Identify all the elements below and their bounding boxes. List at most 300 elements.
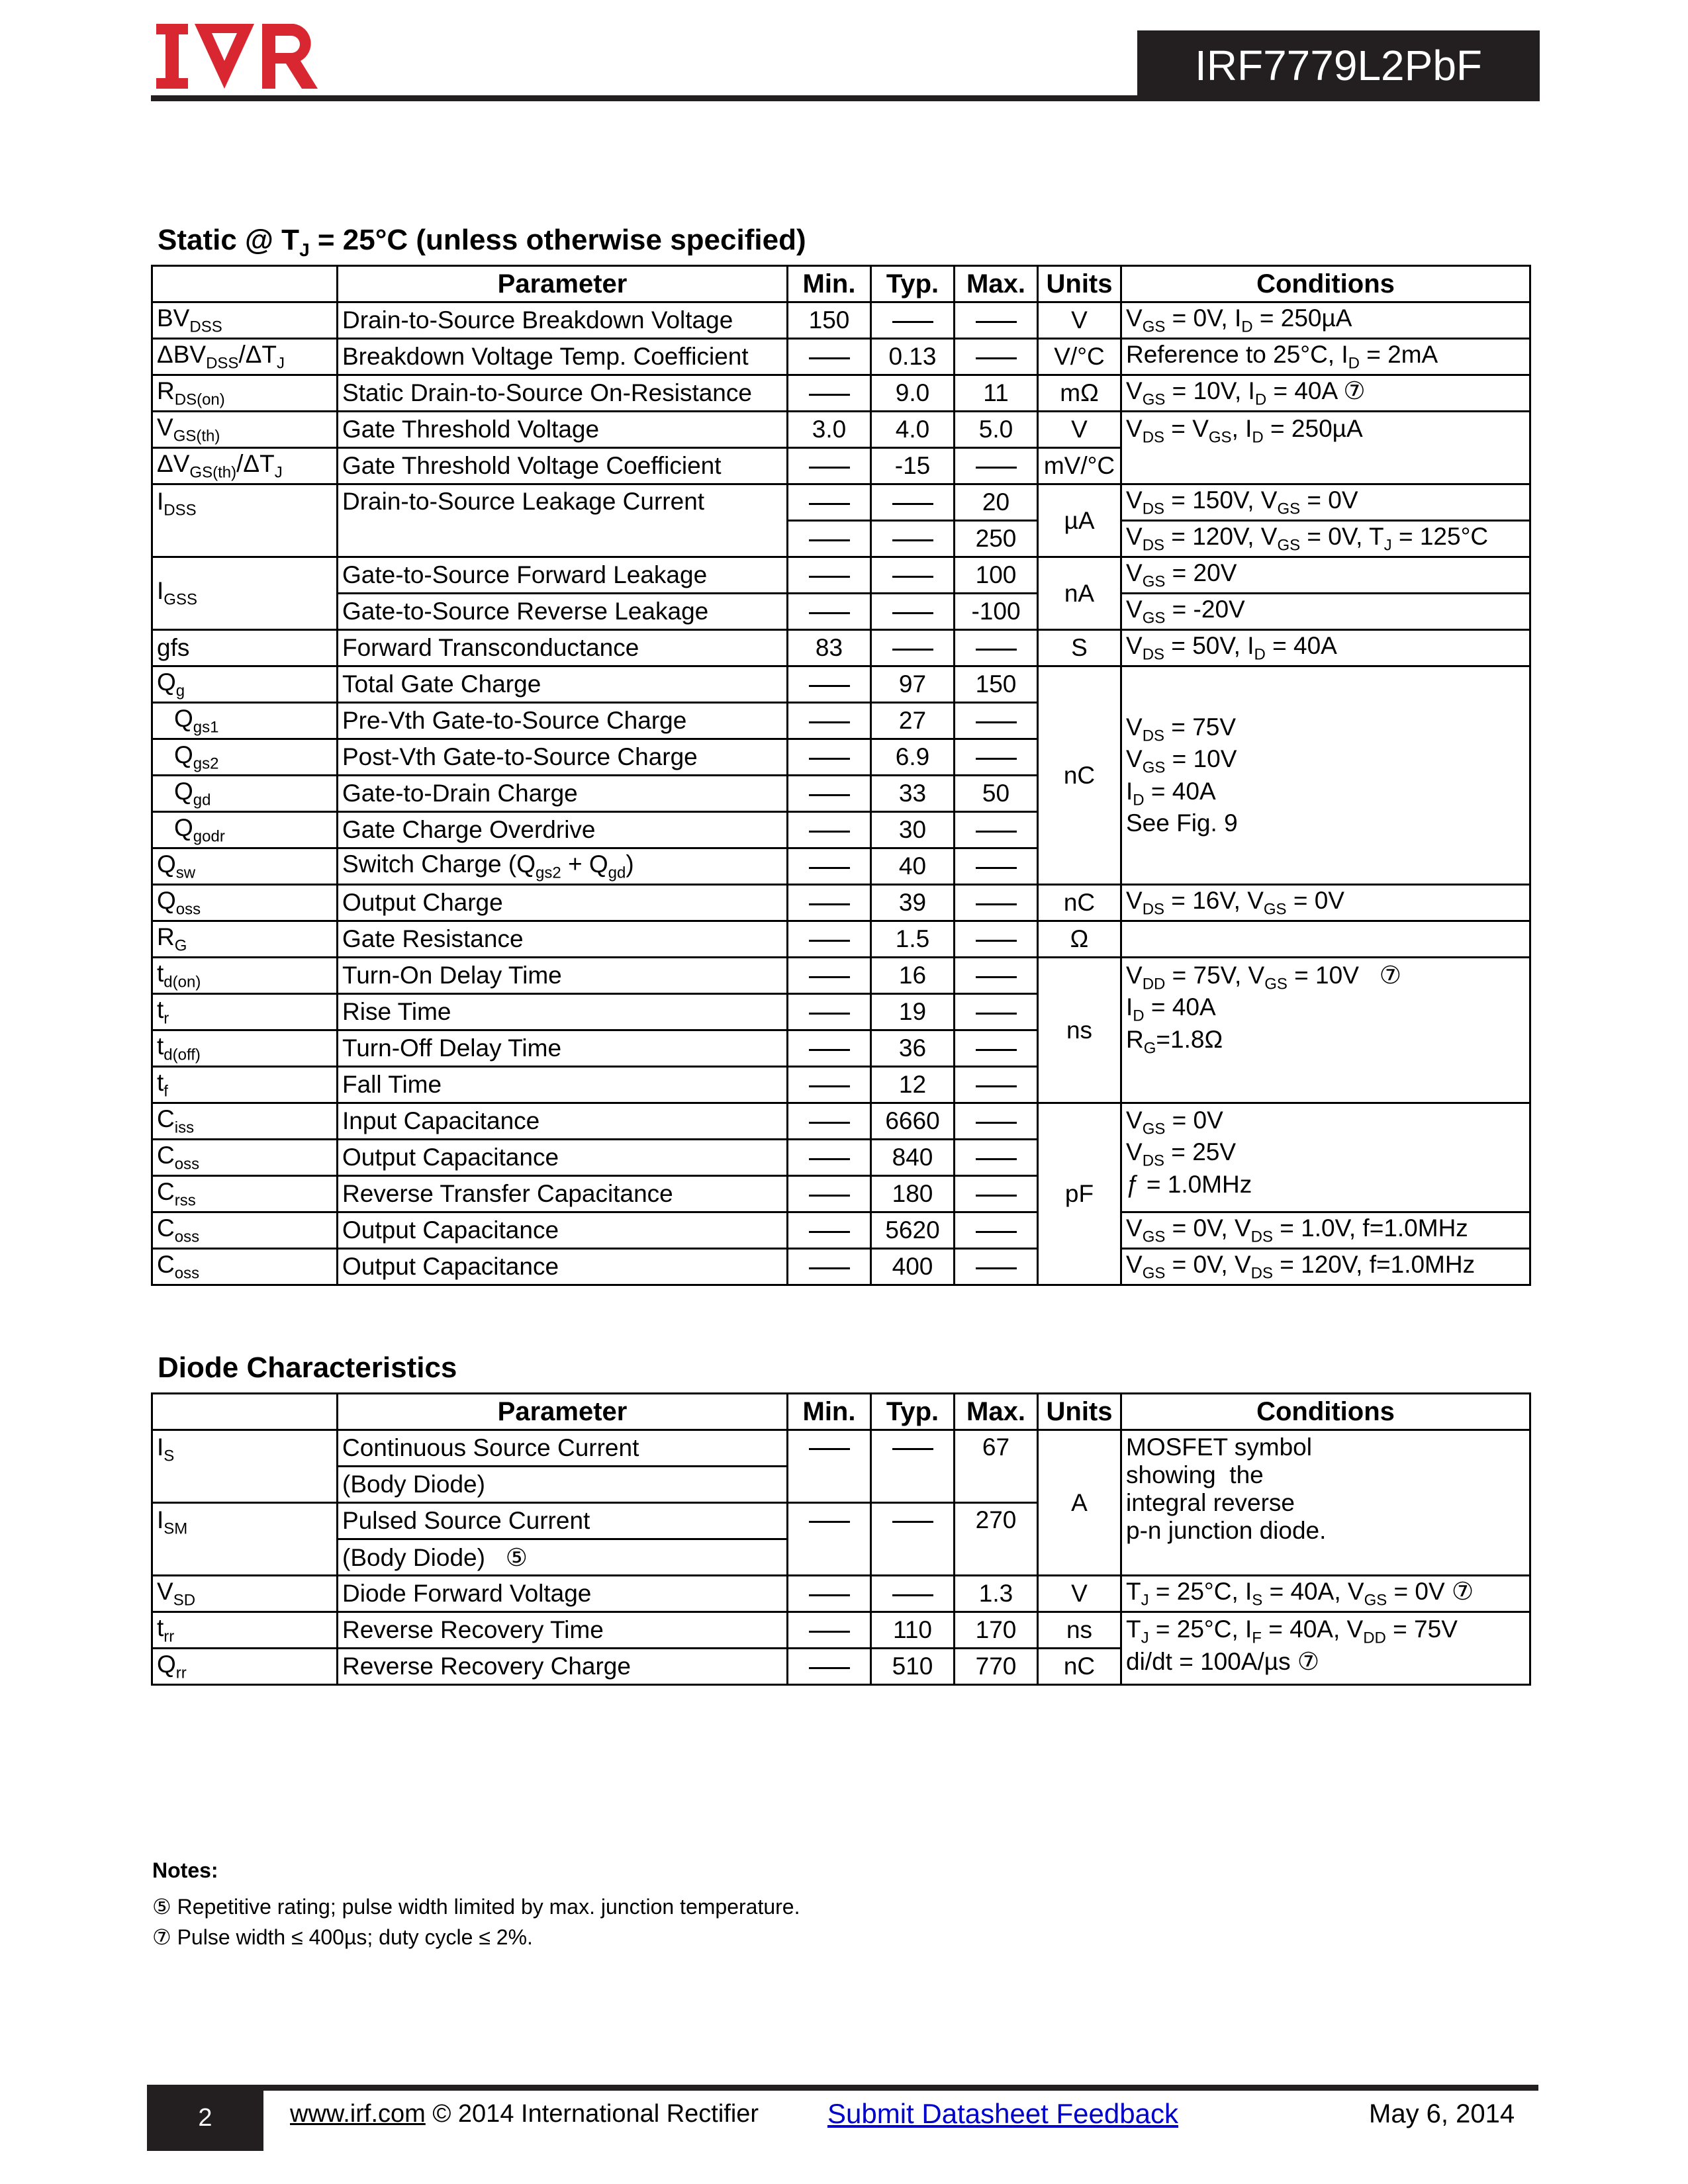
cell-min bbox=[788, 484, 871, 521]
cell-typ: 19 bbox=[871, 994, 955, 1030]
cell-max: 270 bbox=[955, 1503, 1038, 1576]
cell-min bbox=[788, 594, 871, 630]
cell-param: Output Charge bbox=[338, 885, 788, 921]
cell-units: pF bbox=[1038, 1103, 1121, 1285]
cell-typ bbox=[871, 302, 955, 339]
cell-param: Breakdown Voltage Temp. Coefficient bbox=[338, 339, 788, 375]
dash-mark bbox=[809, 721, 850, 723]
table-row bbox=[152, 1103, 1530, 1140]
cell-units: Ω bbox=[1038, 921, 1121, 958]
cell-sym: $C_{iss}$ bbox=[152, 1103, 338, 1140]
cell-units: ns bbox=[1038, 1612, 1121, 1649]
cell-max bbox=[955, 1140, 1038, 1176]
dash-mark bbox=[809, 1267, 850, 1269]
dash-mark bbox=[809, 503, 850, 505]
cell-sym: $BV_{DSS}$ bbox=[152, 302, 338, 339]
static-header-row bbox=[152, 266, 1530, 302]
cell-max bbox=[955, 448, 1038, 484]
col-parameter: Parameter bbox=[338, 266, 788, 302]
cell-typ: 180 bbox=[871, 1176, 955, 1212]
cell-min bbox=[788, 776, 871, 812]
cell-cond: $V_{GS} = 0V$, $V_{DS} = 120V$, f=1.0MHz bbox=[1121, 1249, 1530, 1285]
cell-sym: $C_{rss}$ bbox=[152, 1176, 338, 1212]
cell-max bbox=[955, 958, 1038, 994]
cell-param: Drain-to-Source Breakdown Voltage bbox=[338, 302, 788, 339]
cell-sym: $\Delta BV_{DSS}/\Delta T_J$ bbox=[152, 339, 338, 375]
cell-max: 150 bbox=[955, 666, 1038, 703]
cell-typ bbox=[871, 521, 955, 557]
cell-typ: 30 bbox=[871, 812, 955, 848]
cell-units: V bbox=[1038, 302, 1121, 339]
cell-sym: $t_{d(off)}$ bbox=[152, 1030, 338, 1067]
col-max: Max. bbox=[955, 266, 1038, 302]
dash-mark bbox=[809, 357, 850, 359]
cell-cond: $V_{DD} = 75V$, $V_{GS} = 10V$ ⑦ $I_D = 40A$ $R_G=1.8\Omega$ bbox=[1121, 958, 1530, 1103]
dash-mark bbox=[809, 903, 850, 905]
dash-mark bbox=[892, 1521, 933, 1523]
table-row bbox=[152, 885, 1530, 921]
cell-param: (Body Diode) bbox=[338, 1467, 788, 1503]
cell-max bbox=[955, 302, 1038, 339]
cell-sym: $t_f$ bbox=[152, 1067, 338, 1103]
cell-sym: $\Delta V_{GS(th)}/\Delta T_J$ bbox=[152, 448, 338, 484]
table-row bbox=[152, 1576, 1530, 1612]
cell-max bbox=[955, 812, 1038, 848]
cell-min: 83 bbox=[788, 630, 871, 666]
cell-cond: Reference to 25°C, $I_D = 2mA$ bbox=[1121, 339, 1530, 375]
cell-max: 5.0 bbox=[955, 412, 1038, 448]
cell-min bbox=[788, 521, 871, 557]
dash-mark bbox=[809, 976, 850, 978]
cell-cond: $V_{DS} = 120V$, $V_{GS} = 0V$, $T_J = 125^\circ C$ bbox=[1121, 521, 1530, 557]
cell-typ: 36 bbox=[871, 1030, 955, 1067]
dash-mark bbox=[976, 1158, 1017, 1160]
cell-typ: 6.9 bbox=[871, 739, 955, 776]
cell-min bbox=[788, 994, 871, 1030]
cell-min bbox=[788, 1503, 871, 1576]
dash-mark bbox=[809, 1158, 850, 1160]
cell-min: 150 bbox=[788, 302, 871, 339]
cell-max: 100 bbox=[955, 557, 1038, 594]
cell-cond: $V_{GS} = 0V$, $I_D = 250\mu A$ bbox=[1121, 302, 1530, 339]
dash-mark bbox=[976, 758, 1017, 760]
dash-mark bbox=[892, 321, 933, 323]
cell-units: V bbox=[1038, 1576, 1121, 1612]
col-typ: Typ. bbox=[871, 266, 955, 302]
dash-mark bbox=[809, 758, 850, 760]
dash-mark bbox=[809, 1013, 850, 1015]
cell-min: 3.0 bbox=[788, 412, 871, 448]
cell-sym: $Q_{oss}$ bbox=[152, 885, 338, 921]
col-min: Min. bbox=[788, 266, 871, 302]
cell-min bbox=[788, 703, 871, 739]
cell-units: nA bbox=[1038, 557, 1121, 630]
col-units: Units bbox=[1038, 266, 1121, 302]
diode-section-title: Diode Characteristics bbox=[158, 1351, 457, 1384]
table-row bbox=[152, 484, 1530, 521]
part-number: IRF7779L2PbF bbox=[1137, 30, 1540, 101]
cell-max bbox=[955, 1067, 1038, 1103]
cell-min bbox=[788, 557, 871, 594]
cell-cond: $V_{DS} = 75V$ $V_{GS} = 10V$ $I_D = 40A$ See Fig. 9 bbox=[1121, 666, 1530, 885]
cell-typ: 6660 bbox=[871, 1103, 955, 1140]
cell-typ: 840 bbox=[871, 1140, 955, 1176]
dash-mark bbox=[976, 903, 1017, 905]
cell-typ: 16 bbox=[871, 958, 955, 994]
cell-typ: 1.5 bbox=[871, 921, 955, 958]
header-rule bbox=[151, 95, 1540, 101]
cell-typ: 5620 bbox=[871, 1212, 955, 1249]
cell-sym: $R_G$ bbox=[152, 921, 338, 958]
footer-date: May 6, 2014 bbox=[1369, 2099, 1515, 2128]
cell-units: µA bbox=[1038, 484, 1121, 557]
cell-max bbox=[955, 339, 1038, 375]
dash-mark bbox=[976, 867, 1017, 869]
cell-param: Gate-to-Source Forward Leakage bbox=[338, 557, 788, 594]
cell-cond bbox=[1121, 921, 1530, 958]
cell-sym: $V_{GS(th)}$ bbox=[152, 412, 338, 448]
cell-param: Pre-Vth Gate-to-Source Charge bbox=[338, 703, 788, 739]
cell-param: Gate Resistance bbox=[338, 921, 788, 958]
cell-typ bbox=[871, 1503, 955, 1576]
cell-max bbox=[955, 1212, 1038, 1249]
cell-min bbox=[788, 958, 871, 994]
cell-max bbox=[955, 739, 1038, 776]
cell-param: Gate Threshold Voltage Coefficient bbox=[338, 448, 788, 484]
static-section-title: Static @ $T_J = 25^\circ C$ (unless otherwise specified) bbox=[158, 224, 806, 260]
cell-sym: $I_{SM}$ bbox=[152, 1503, 338, 1576]
cell-min bbox=[788, 375, 871, 412]
dash-mark bbox=[809, 1594, 850, 1596]
cell-typ: -15 bbox=[871, 448, 955, 484]
cell-typ: 9.0 bbox=[871, 375, 955, 412]
cell-param: Turn-On Delay Time bbox=[338, 958, 788, 994]
table-row bbox=[152, 412, 1530, 448]
cell-max bbox=[955, 1103, 1038, 1140]
footer-rule bbox=[147, 2085, 1538, 2091]
cell-min bbox=[788, 448, 871, 484]
dash-mark bbox=[892, 649, 933, 651]
cell-param: Output Capacitance bbox=[338, 1212, 788, 1249]
cell-cond: $T_J = 25^\circ C$, $I_S = 40A$, $V_{GS} = 0V$ ⑦ bbox=[1121, 1576, 1530, 1612]
cell-param: (Body Diode) ⑤ bbox=[338, 1539, 788, 1576]
cell-param: Diode Forward Voltage bbox=[338, 1576, 788, 1612]
col-min: Min. bbox=[788, 1394, 871, 1430]
cell-sym: $t_r$ bbox=[152, 994, 338, 1030]
cell-typ: 12 bbox=[871, 1067, 955, 1103]
dash-mark bbox=[976, 649, 1017, 651]
cell-units: ns bbox=[1038, 958, 1121, 1103]
website-link[interactable]: www.irf.com bbox=[290, 2100, 426, 2128]
copyright: © 2014 International Rectifier bbox=[432, 2100, 759, 2128]
cell-sym: $Q_g$ bbox=[152, 666, 338, 703]
dash-mark bbox=[809, 685, 850, 687]
cell-typ: 510 bbox=[871, 1649, 955, 1685]
cell-typ bbox=[871, 484, 955, 521]
cell-cond: $V_{GS} = 0V$, $V_{DS} = 1.0V$, f=1.0MHz bbox=[1121, 1212, 1530, 1249]
cell-max bbox=[955, 1176, 1038, 1212]
dash-mark bbox=[976, 940, 1017, 942]
cell-max: 770 bbox=[955, 1649, 1038, 1685]
cell-units: V/°C bbox=[1038, 339, 1121, 375]
cell-sym: $t_{d(on)}$ bbox=[152, 958, 338, 994]
feedback-link[interactable]: Submit Datasheet Feedback bbox=[827, 2098, 1178, 2129]
cell-sym: $Q_{sw}$ bbox=[152, 848, 338, 885]
cell-min bbox=[788, 1140, 871, 1176]
table-row bbox=[152, 921, 1530, 958]
ior-logo bbox=[151, 20, 324, 93]
cell-param: Drain-to-Source Leakage Current bbox=[338, 484, 788, 557]
cell-typ bbox=[871, 1430, 955, 1503]
dash-mark bbox=[809, 539, 850, 541]
cell-max bbox=[955, 994, 1038, 1030]
table-row bbox=[152, 1249, 1530, 1285]
dash-mark bbox=[976, 357, 1017, 359]
cell-max bbox=[955, 1249, 1038, 1285]
cell-param: Fall Time bbox=[338, 1067, 788, 1103]
dash-mark bbox=[976, 976, 1017, 978]
diode-header-row bbox=[152, 1394, 1530, 1430]
cell-typ: 97 bbox=[871, 666, 955, 703]
dash-mark bbox=[976, 1195, 1017, 1197]
cell-min bbox=[788, 339, 871, 375]
cell-param: Input Capacitance bbox=[338, 1103, 788, 1140]
cell-sym: $V_{SD}$ bbox=[152, 1576, 338, 1612]
note-item: ⑤ Repetitive rating; pulse width limited by max. junction temperature. bbox=[152, 1895, 800, 1919]
dash-mark bbox=[976, 831, 1017, 833]
cell-cond: $T_J = 25^\circ C$, $I_F = 40A$, $V_{DD} = 75V$ di/dt = 100A/µs ⑦ bbox=[1121, 1612, 1530, 1685]
cell-param: Total Gate Charge bbox=[338, 666, 788, 703]
cell-sym: $t_{rr}$ bbox=[152, 1612, 338, 1649]
table-row bbox=[152, 557, 1530, 594]
cell-cond: $V_{GS} = 0V$ $V_{DS} = 25V$ ƒ = 1.0MHz bbox=[1121, 1103, 1530, 1212]
dash-mark bbox=[976, 1085, 1017, 1087]
cell-cond: $V_{DS} = 16V$, $V_{GS} = 0V$ bbox=[1121, 885, 1530, 921]
dash-mark bbox=[892, 539, 933, 541]
dash-mark bbox=[809, 612, 850, 614]
cell-sym: $Q_{godr}$ bbox=[152, 812, 338, 848]
cell-sym: $Q_{gs2}$ bbox=[152, 739, 338, 776]
cell-max: 1.3 bbox=[955, 1576, 1038, 1612]
dash-mark bbox=[809, 1122, 850, 1124]
table-row bbox=[152, 302, 1530, 339]
notes-title: Notes: bbox=[152, 1858, 218, 1882]
cell-typ bbox=[871, 630, 955, 666]
cell-min bbox=[788, 1430, 871, 1503]
dash-mark bbox=[976, 1013, 1017, 1015]
dash-mark bbox=[976, 1267, 1017, 1269]
dash-mark bbox=[809, 1231, 850, 1233]
table-row bbox=[152, 958, 1530, 994]
cell-min bbox=[788, 1176, 871, 1212]
cell-max: 170 bbox=[955, 1612, 1038, 1649]
cell-max bbox=[955, 1030, 1038, 1067]
cell-param: Reverse Recovery Time bbox=[338, 1612, 788, 1649]
cell-sym: $Q_{gd}$ bbox=[152, 776, 338, 812]
cell-min bbox=[788, 885, 871, 921]
cell-units: nC bbox=[1038, 885, 1121, 921]
cell-units: mV/°C bbox=[1038, 448, 1121, 484]
col-parameter: Parameter bbox=[338, 1394, 788, 1430]
cell-cond: $V_{GS} = 20V$ bbox=[1121, 557, 1530, 594]
cell-typ bbox=[871, 557, 955, 594]
cell-min bbox=[788, 1067, 871, 1103]
cell-sym: $Q_{gs1}$ bbox=[152, 703, 338, 739]
dash-mark bbox=[809, 1195, 850, 1197]
cell-min bbox=[788, 1103, 871, 1140]
cell-max bbox=[955, 703, 1038, 739]
cell-param: Forward Transconductance bbox=[338, 630, 788, 666]
dash-mark bbox=[892, 576, 933, 578]
cell-param: Reverse Transfer Capacitance bbox=[338, 1176, 788, 1212]
cell-typ: 4.0 bbox=[871, 412, 955, 448]
dash-mark bbox=[809, 794, 850, 796]
cell-typ bbox=[871, 1576, 955, 1612]
cell-min bbox=[788, 666, 871, 703]
cell-typ: 27 bbox=[871, 703, 955, 739]
dash-mark bbox=[809, 576, 850, 578]
col-units: Units bbox=[1038, 1394, 1121, 1430]
dash-mark bbox=[809, 1521, 850, 1523]
cell-param: Rise Time bbox=[338, 994, 788, 1030]
cell-param: Gate Threshold Voltage bbox=[338, 412, 788, 448]
dash-mark bbox=[976, 1231, 1017, 1233]
col-conditions: Conditions bbox=[1121, 266, 1530, 302]
dash-mark bbox=[892, 1448, 933, 1450]
dash-mark bbox=[892, 1594, 933, 1596]
cell-units: S bbox=[1038, 630, 1121, 666]
cell-units: mΩ bbox=[1038, 375, 1121, 412]
col-max: Max. bbox=[955, 1394, 1038, 1430]
cell-param: Gate-to-Drain Charge bbox=[338, 776, 788, 812]
cell-units: A bbox=[1038, 1430, 1121, 1576]
cell-max bbox=[955, 630, 1038, 666]
cell-units: V bbox=[1038, 412, 1121, 448]
table-row bbox=[152, 375, 1530, 412]
dash-mark bbox=[976, 721, 1017, 723]
diode-table bbox=[151, 1392, 1531, 1686]
cell-sym: $I_S$ bbox=[152, 1430, 338, 1503]
dash-mark bbox=[809, 1631, 850, 1633]
cell-sym: gfs bbox=[152, 630, 338, 666]
cell-max bbox=[955, 921, 1038, 958]
static-table bbox=[151, 265, 1531, 1286]
cell-param: Continuous Source Current bbox=[338, 1430, 788, 1467]
dash-mark bbox=[809, 467, 850, 469]
cell-param: Static Drain-to-Source On-Resistance bbox=[338, 375, 788, 412]
cell-min bbox=[788, 1649, 871, 1685]
dash-mark bbox=[809, 1448, 850, 1450]
dash-mark bbox=[809, 867, 850, 869]
cell-min bbox=[788, 812, 871, 848]
cell-max: 11 bbox=[955, 375, 1038, 412]
cell-typ: 400 bbox=[871, 1249, 955, 1285]
cell-max bbox=[955, 885, 1038, 921]
dash-mark bbox=[976, 1122, 1017, 1124]
cell-sym: $Q_{rr}$ bbox=[152, 1649, 338, 1685]
cell-param: Gate-to-Source Reverse Leakage bbox=[338, 594, 788, 630]
dash-mark bbox=[809, 1085, 850, 1087]
cell-param: Pulsed Source Current bbox=[338, 1503, 788, 1539]
cell-max: 20 bbox=[955, 484, 1038, 521]
cell-min bbox=[788, 1612, 871, 1649]
dash-mark bbox=[809, 1049, 850, 1051]
cell-typ: 0.13 bbox=[871, 339, 955, 375]
dash-mark bbox=[809, 940, 850, 942]
cell-param: Output Capacitance bbox=[338, 1140, 788, 1176]
cell-max: 50 bbox=[955, 776, 1038, 812]
cell-param: Turn-Off Delay Time bbox=[338, 1030, 788, 1067]
cell-param: Gate Charge Overdrive bbox=[338, 812, 788, 848]
col-typ: Typ. bbox=[871, 1394, 955, 1430]
dash-mark bbox=[809, 1667, 850, 1669]
note-item: ⑦ Pulse width ≤ 400µs; duty cycle ≤ 2%. bbox=[152, 1925, 533, 1949]
cell-max: -100 bbox=[955, 594, 1038, 630]
cell-cond: $V_{GS} = 10V$, $I_D = 40A$ ⑦ bbox=[1121, 375, 1530, 412]
cell-max: 250 bbox=[955, 521, 1038, 557]
table-row bbox=[152, 339, 1530, 375]
dash-mark bbox=[809, 394, 850, 396]
table-row bbox=[152, 594, 1530, 630]
cell-typ bbox=[871, 594, 955, 630]
cell-min bbox=[788, 848, 871, 885]
cell-cond: $V_{DS} = 50V$, $I_D = 40A$ bbox=[1121, 630, 1530, 666]
table-row bbox=[152, 630, 1530, 666]
cell-cond: MOSFET symbol showing the integral reverse p-n junction diode. bbox=[1121, 1430, 1530, 1576]
cell-min bbox=[788, 1576, 871, 1612]
cell-cond: $V_{DS} = V_{GS}$, $I_D = 250\mu A$ bbox=[1121, 412, 1530, 484]
cell-sym: $I_{GSS}$ bbox=[152, 557, 338, 630]
dash-mark bbox=[809, 831, 850, 833]
cell-sym: $R_{DS(on)}$ bbox=[152, 375, 338, 412]
cell-min bbox=[788, 1030, 871, 1067]
cell-min bbox=[788, 1212, 871, 1249]
cell-param: Reverse Recovery Charge bbox=[338, 1649, 788, 1685]
col-conditions: Conditions bbox=[1121, 1394, 1530, 1430]
cell-max: 67 bbox=[955, 1430, 1038, 1503]
cell-sym: $C_{oss}$ bbox=[152, 1140, 338, 1176]
table-row bbox=[152, 1430, 1530, 1467]
cell-typ: 39 bbox=[871, 885, 955, 921]
dash-mark bbox=[892, 612, 933, 614]
cell-sym: $C_{oss}$ bbox=[152, 1249, 338, 1285]
cell-param: Post-Vth Gate-to-Source Charge bbox=[338, 739, 788, 776]
table-row bbox=[152, 1612, 1530, 1649]
cell-units: nC bbox=[1038, 666, 1121, 885]
table-row bbox=[152, 666, 1530, 703]
dash-mark bbox=[976, 321, 1017, 323]
cell-min bbox=[788, 1249, 871, 1285]
cell-param: Output Capacitance bbox=[338, 1249, 788, 1285]
page-number: 2 bbox=[147, 2085, 263, 2151]
cell-typ: 33 bbox=[871, 776, 955, 812]
dash-mark bbox=[976, 467, 1017, 469]
cell-min bbox=[788, 921, 871, 958]
cell-cond: $V_{GS} = -20V$ bbox=[1121, 594, 1530, 630]
cell-sym: $I_{DSS}$ bbox=[152, 484, 338, 557]
cell-param: Switch Charge $(Q_{gs2} + Q_{gd})$ bbox=[338, 848, 788, 885]
cell-typ: 40 bbox=[871, 848, 955, 885]
cell-units: nC bbox=[1038, 1649, 1121, 1685]
cell-cond: $V_{DS} = 150V$, $V_{GS} = 0V$ bbox=[1121, 484, 1530, 521]
cell-sym: $C_{oss}$ bbox=[152, 1212, 338, 1249]
dash-mark bbox=[892, 503, 933, 505]
cell-min bbox=[788, 739, 871, 776]
cell-max bbox=[955, 848, 1038, 885]
cell-typ: 110 bbox=[871, 1612, 955, 1649]
dash-mark bbox=[976, 1049, 1017, 1051]
table-row bbox=[152, 1212, 1530, 1249]
